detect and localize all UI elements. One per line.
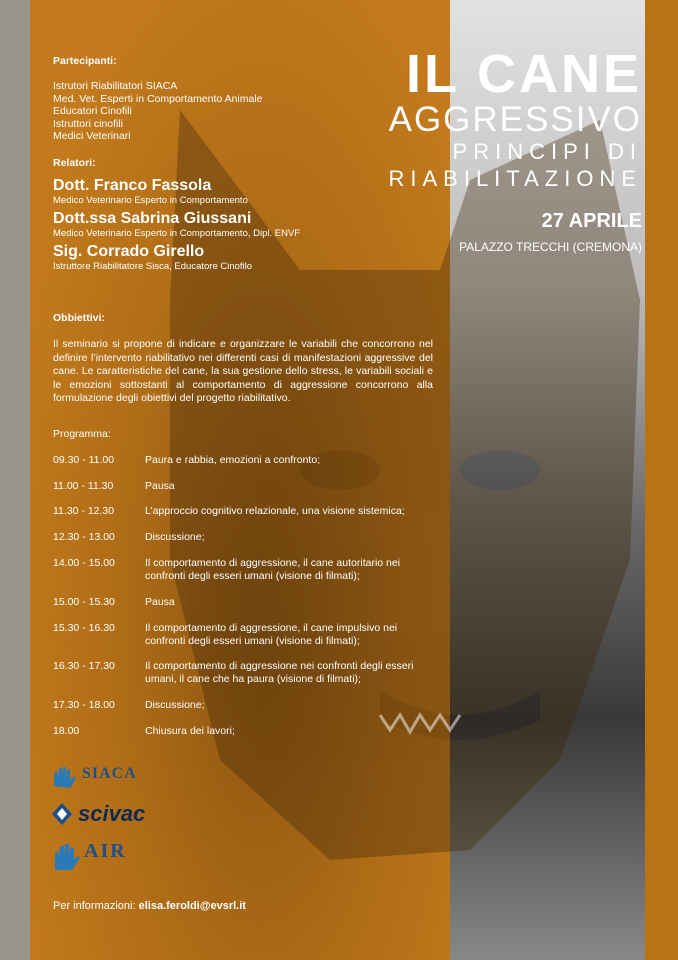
objectives-section (53, 312, 433, 406)
objectives-text: Il seminario si propone di indicare e organizzare le variabili che concorrono nel definire l’intervento riabilitativo nei differenti casi di manifestazioni aggressive del cane. Le caratteristiche del cane, la sua gestione dello stress, le variabili sociali e le emozioni sottostanti al comportamento di aggressione concorrono alla formulazione degli obiettivi del progetto riabilitativo. (53, 338, 433, 404)
program-time: 16.30 - 17.30 (53, 660, 115, 672)
title-line-1: IL CANE (405, 44, 642, 104)
program-desc: Pausa (145, 480, 175, 492)
event-date: 27 APRILE (541, 210, 642, 232)
participant-item: Med. Vet. Esperti in Comportamento Animale (53, 92, 263, 105)
info-email-link[interactable]: elisa.feroldi@evsrl.it (138, 900, 246, 912)
hand-icon (50, 838, 80, 872)
siaca-logo (50, 764, 170, 795)
title-line-4: RIABILITAZIONE (388, 166, 642, 191)
program-desc: Discussione; (145, 531, 205, 543)
program-time: 11.00 - 11.30 (53, 480, 114, 492)
objectives-label: Obbiettivi: (53, 312, 105, 324)
program-time: 17.30 - 18.00 (53, 699, 115, 711)
program-label-text: Programma: (53, 428, 111, 440)
info-label: Per informazioni: (53, 900, 136, 912)
air-logo (50, 838, 127, 877)
speaker-role: Istruttore Riabilitatore Sisca, Educatore Cinofilo (53, 261, 253, 272)
participant-item: Istrutori Riabilitatori SIACA (53, 80, 178, 92)
speaker-name: Sig. Corrado Girello (53, 243, 205, 260)
scivac-logo (50, 801, 146, 832)
speaker-name: Dott.ssa Sabrina Giussani (53, 210, 252, 227)
speaker-role: Medico Veterinario Esperto in Comportamento, Dipl. ENVF (53, 228, 301, 239)
program-time: 18.00 (53, 725, 80, 737)
program-time: 09.30 - 11.00 (53, 454, 115, 466)
program-desc: Chiusura dei lavori; (145, 725, 235, 737)
speakers-section (53, 157, 433, 272)
diamond-icon (50, 801, 74, 827)
program-desc: Pausa (145, 596, 175, 608)
program-desc: Il comportamento di aggressione, il cane autoritario nei confronti degli esseri umani (visione di filmati); (145, 557, 401, 582)
title-line-2: AGGRESSIVO (388, 100, 642, 139)
participant-item: Istruttori cinofili (53, 117, 124, 130)
program-desc: Il comportamento di aggressione, il cane impulsivo nei confronti degli esseri umani (visione di filmati); (145, 622, 398, 647)
title-line-3: PRINCIPI DI (452, 139, 642, 164)
participant-item: Medici Veterinari (53, 130, 131, 142)
program-time: 14.00 - 15.00 (53, 557, 115, 569)
program-desc: Paura e rabbia, emozioni a confronto; (145, 454, 321, 466)
program-time: 15.00 - 15.30 (53, 596, 115, 608)
info-line (53, 900, 246, 912)
program-time: 11.30 - 12.30 (53, 505, 115, 517)
siaca-logo-text: SIACA (82, 765, 137, 782)
event-place: PALAZZO TRECCHI (CREMONA) (459, 240, 642, 254)
program-time: 15.30 - 16.30 (53, 622, 115, 634)
program-desc: Discussione; (145, 699, 205, 711)
air-logo-text: AIR (84, 840, 127, 862)
participants-label: Partecipanti: (53, 55, 117, 67)
participant-item: Educatori Cinofili (53, 105, 132, 117)
program-time: 12.30 - 13.00 (53, 531, 115, 543)
participants-section (53, 55, 433, 143)
speaker-name: Dott. Franco Fassola (53, 177, 212, 194)
program-label (53, 428, 433, 441)
speakers-label: Relatori: (53, 157, 96, 169)
speaker-role: Medico Veterinario Esperto in Comportamento (53, 195, 248, 206)
scivac-logo-text: scivac (78, 801, 146, 826)
program-desc: L’approccio cognitivo relazionale, una visione sistemica; (145, 505, 405, 517)
program-desc: Il comportamento di aggressione nei confronti degli esseri umani, il cane che ha paura (visione di filmati); (145, 660, 414, 685)
